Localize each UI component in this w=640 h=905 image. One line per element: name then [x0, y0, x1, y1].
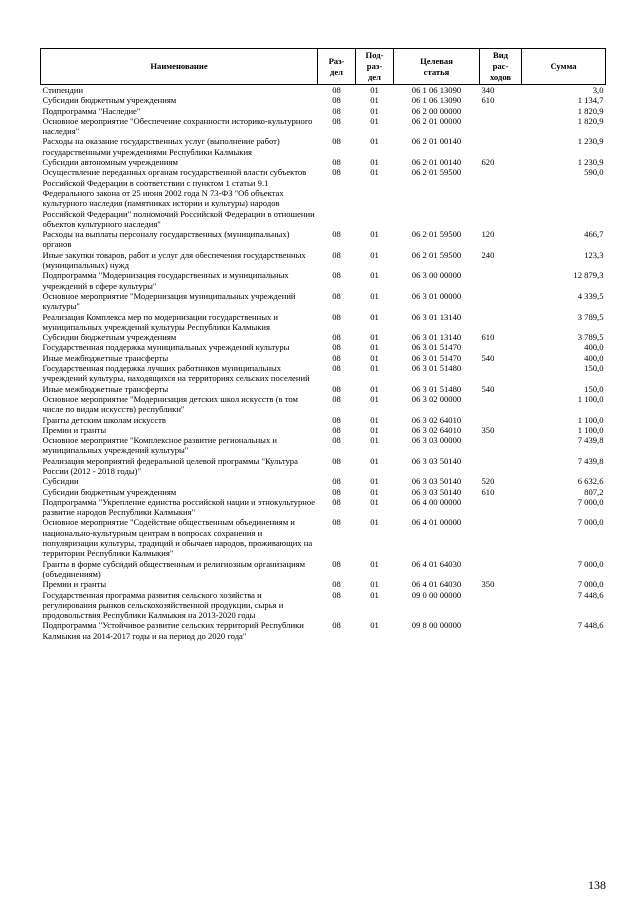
- cell-podrazdel: 01: [370, 229, 379, 240]
- table-row: [41, 497, 606, 518]
- cell-expense-type: 610: [481, 486, 495, 497]
- cell-name: Реализация Комплекса мер по модернизации государственных и муниципальных учреждений культуры Республики Калмыкия: [42, 311, 279, 332]
- cell-podrazdel: 01: [370, 270, 379, 281]
- cell-sum: 7 448,6: [577, 589, 604, 600]
- cell-podrazdel: 01: [370, 476, 379, 487]
- cell-name: Иные межбюджетные трансферты: [42, 352, 169, 363]
- cell-name: Основное мероприятие "Обеспечение сохранности историко-культурного наследия": [42, 115, 313, 137]
- cell-name: Гранты в форме субсидий общественным и религиозным организациям (объединениям): [42, 558, 306, 579]
- table-row: [41, 353, 606, 363]
- cell-expense-type: [480, 312, 522, 333]
- cell-podrazdel: 01: [370, 105, 379, 116]
- cell-razdel: 08: [332, 424, 341, 435]
- cell-expense-type: [480, 291, 522, 312]
- cell-sum: 1 100,0: [577, 424, 604, 435]
- cell-sum: 400,0: [584, 352, 604, 363]
- table-row: [41, 425, 606, 435]
- cell-razdel: 08: [332, 85, 341, 95]
- cell-name: Основное мероприятие "Модернизация детских школ искусств (в том числе по видам искусств) республики": [42, 393, 298, 415]
- cell-expense-type: 520: [481, 476, 495, 487]
- table-row: [41, 384, 606, 394]
- cell-target-article: 06 3 03 50140: [411, 476, 462, 487]
- table-row: [41, 250, 606, 271]
- cell-razdel: 08: [332, 393, 341, 404]
- cell-target-article: 06 4 01 00000: [411, 517, 462, 528]
- cell-expense-type: 610: [481, 95, 495, 106]
- cell-target-article: 06 3 03 00000: [411, 435, 462, 446]
- cell-sum: 1 820,9: [577, 115, 604, 126]
- cell-name: Гранты детским школам искусств: [42, 414, 166, 425]
- cell-razdel: 08: [332, 270, 341, 281]
- cell-target-article: 06 3 02 64010: [411, 414, 462, 425]
- budget-table: [40, 48, 606, 641]
- table-row: [41, 291, 606, 312]
- cell-name: Премии и гранты: [42, 424, 107, 435]
- table-row: [41, 157, 606, 167]
- cell-podrazdel: 01: [370, 414, 379, 425]
- cell-sum: 1 134,7: [577, 95, 604, 106]
- cell-podrazdel: 01: [370, 290, 379, 301]
- cell-razdel: 08: [332, 383, 341, 394]
- table-row: [41, 476, 606, 486]
- cell-target-article: 06 3 01 51480: [411, 383, 462, 394]
- cell-podrazdel: 01: [370, 383, 379, 394]
- cell-podrazdel: 01: [370, 249, 379, 260]
- cell-sum: 6 632,6: [577, 476, 604, 487]
- cell-target-article: 09 8 00 00000: [411, 620, 462, 631]
- cell-target-article: 06 3 01 13140: [411, 311, 462, 322]
- cell-expense-type: [480, 394, 522, 415]
- cell-target-article: 06 2 01 00140: [411, 136, 462, 147]
- cell-target-article: 06 3 01 00000: [411, 290, 462, 301]
- cell-sum: 12 879,3: [573, 270, 604, 281]
- cell-name: Субсидии бюджетным учреждениям: [42, 332, 177, 343]
- cell-name: Основное мероприятие "Содействие общественным объединениям и национально-культурным центрам в вопросах сохранения и популяризации культуры, традиций и обычаев народов, проживающих на территории Республики Калмыкия": [42, 517, 313, 559]
- cell-sum: 400,0: [584, 342, 604, 353]
- cell-expense-type: [480, 136, 522, 157]
- cell-razdel: 08: [332, 486, 341, 497]
- cell-podrazdel: 01: [370, 342, 379, 353]
- table-row: [41, 487, 606, 497]
- cell-name: Государственная поддержка лучших работников муниципальных учреждений культуры, находящихся на территориях сельских поселений: [42, 363, 310, 384]
- cell-expense-type: 620: [481, 157, 495, 168]
- table-row: [41, 394, 606, 415]
- cell-sum: 807,2: [584, 486, 604, 497]
- cell-podrazdel: 01: [370, 424, 379, 435]
- cell-sum: 1 100,0: [577, 414, 604, 425]
- cell-target-article: 06 2 01 00140: [411, 157, 462, 168]
- cell-name: Подпрограмма "Укрепление единства российской нации и этнокультурное развитие народов Республики Калмыкия": [42, 496, 316, 518]
- cell-razdel: 08: [332, 496, 341, 507]
- cell-sum: 3,0: [592, 85, 604, 95]
- cell-razdel: 08: [332, 229, 341, 240]
- table-row: [41, 167, 606, 229]
- cell-sum: 7 439,8: [577, 435, 604, 446]
- table-header-row: [41, 49, 606, 85]
- table-row: [41, 312, 606, 333]
- table-row: [41, 332, 606, 342]
- cell-name: Стипендии: [42, 85, 84, 95]
- cell-expense-type: [480, 342, 522, 352]
- cell-razdel: 08: [332, 105, 341, 116]
- cell-podrazdel: 01: [370, 455, 379, 466]
- cell-razdel: 08: [332, 363, 341, 374]
- cell-sum: 7 448,6: [577, 620, 604, 631]
- cell-podrazdel: 01: [370, 95, 379, 106]
- cell-name: Подпрограмма "Устойчивое развитие сельских территорий Республики Калмыкия на 2014-2017 годы и на период до 2020 года": [42, 620, 304, 641]
- cell-expense-type: 120: [481, 229, 495, 240]
- cell-name: Подпрограмма "Наследие": [42, 105, 141, 116]
- cell-razdel: 08: [332, 115, 341, 126]
- table-row: [41, 363, 606, 384]
- cell-sum: 1 230,9: [577, 157, 604, 168]
- cell-sum: 1 230,9: [577, 136, 604, 147]
- header-expense-type: Вид рас- ходов: [480, 49, 522, 85]
- cell-razdel: 08: [332, 157, 341, 168]
- cell-razdel: 08: [332, 249, 341, 260]
- cell-name: Субсидии автономным учреждениям: [42, 157, 178, 168]
- cell-name: Иные закупки товаров, работ и услуг для обеспечения государственных (муниципальных) нужд: [42, 249, 306, 271]
- cell-razdel: 08: [332, 589, 341, 600]
- cell-razdel: 08: [332, 517, 341, 528]
- table-row: [41, 106, 606, 116]
- header-name: Наименование: [41, 49, 318, 85]
- cell-sum: 150,0: [584, 383, 604, 394]
- table-row: [41, 85, 606, 96]
- cell-target-article: 06 3 01 13140: [411, 332, 462, 343]
- cell-expense-type: 340: [481, 85, 495, 95]
- cell-razdel: 08: [332, 332, 341, 343]
- cell-target-article: 06 1 06 13090: [411, 85, 462, 95]
- cell-target-article: 06 4 01 64030: [411, 558, 462, 569]
- cell-target-article: 06 3 02 64010: [411, 424, 462, 435]
- table-row: [41, 342, 606, 352]
- cell-podrazdel: 01: [370, 558, 379, 569]
- cell-razdel: 08: [332, 579, 341, 590]
- cell-name: Субсидии бюджетным учреждениям: [42, 95, 177, 106]
- cell-name: Расходы на выплаты персоналу государственных (муниципальных) органов: [42, 229, 290, 250]
- header-target-article: Целевая статья: [394, 49, 480, 85]
- cell-podrazdel: 01: [370, 311, 379, 322]
- cell-sum: 150,0: [584, 363, 604, 374]
- cell-sum: 7 439,8: [577, 455, 604, 466]
- cell-name: Осуществление переданных органам государственной власти субъектов Российской Федерации в соответствии с пунктом 1 статьи 9.1 Федерального закона от 25 июня 2002 года N 73-ФЗ "Об объектах культурного наследия (памятниках истории и культуры) народов Российской Федерации" полномочий Российской Федерации в отношении объектов культурного наследия": [42, 167, 315, 229]
- cell-sum: 7 000,0: [577, 517, 604, 528]
- cell-podrazdel: 01: [370, 589, 379, 600]
- cell-target-article: 06 3 03 50140: [411, 486, 462, 497]
- cell-razdel: 08: [332, 311, 341, 322]
- cell-target-article: 06 3 02 00000: [411, 393, 462, 404]
- cell-podrazdel: 01: [370, 435, 379, 446]
- cell-razdel: 08: [332, 620, 341, 631]
- cell-expense-type: [480, 456, 522, 477]
- cell-podrazdel: 01: [370, 85, 379, 95]
- cell-razdel: 08: [332, 352, 341, 363]
- cell-target-article: 06 4 00 00000: [411, 496, 462, 507]
- table-row: [41, 116, 606, 137]
- cell-target-article: 09 0 00 00000: [411, 589, 462, 600]
- cell-sum: 7 000,0: [577, 496, 604, 507]
- cell-expense-type: 350: [481, 579, 495, 590]
- table-row: [41, 620, 606, 641]
- cell-sum: 7 000,0: [577, 579, 604, 590]
- cell-expense-type: 610: [481, 332, 495, 343]
- cell-podrazdel: 01: [370, 620, 379, 631]
- cell-podrazdel: 01: [370, 393, 379, 404]
- table-row: [41, 517, 606, 558]
- cell-target-article: 06 3 00 00000: [411, 270, 462, 281]
- cell-podrazdel: 01: [370, 579, 379, 590]
- cell-expense-type: [480, 435, 522, 456]
- table-row: [41, 270, 606, 291]
- cell-target-article: 06 2 01 59500: [411, 167, 462, 178]
- cell-razdel: 08: [332, 435, 341, 446]
- cell-razdel: 08: [332, 290, 341, 301]
- cell-expense-type: [480, 106, 522, 116]
- table-row: [41, 415, 606, 425]
- cell-name: Субсидии: [42, 476, 79, 487]
- cell-expense-type: [480, 620, 522, 641]
- cell-expense-type: 240: [481, 249, 495, 260]
- cell-name: Премии и гранты: [42, 579, 107, 590]
- cell-name: Субсидии бюджетным учреждениям: [42, 486, 177, 497]
- cell-target-article: 06 1 06 13090: [411, 95, 462, 106]
- cell-sum: 7 000,0: [577, 558, 604, 569]
- cell-expense-type: 540: [481, 352, 495, 363]
- cell-sum: 1 820,9: [577, 105, 604, 116]
- cell-podrazdel: 01: [370, 167, 379, 178]
- cell-podrazdel: 01: [370, 486, 379, 497]
- cell-name: Реализация мероприятий федеральной целевой программы "Культура России (2012 - 2018 годы)": [42, 455, 298, 476]
- cell-target-article: 06 3 03 50140: [411, 455, 462, 466]
- cell-name: Основное мероприятие "Модернизация муниципальных учреждений культуры": [42, 290, 296, 312]
- cell-podrazdel: 01: [370, 115, 379, 126]
- header-razdel: Раз- дел: [318, 49, 356, 85]
- cell-podrazdel: 01: [370, 136, 379, 147]
- cell-podrazdel: 01: [370, 332, 379, 343]
- cell-razdel: 08: [332, 95, 341, 106]
- table-row: [41, 95, 606, 105]
- cell-expense-type: [480, 116, 522, 137]
- cell-expense-type: [480, 590, 522, 621]
- cell-razdel: 08: [332, 455, 341, 466]
- header-sum: Сумма: [522, 49, 606, 85]
- cell-razdel: 08: [332, 342, 341, 353]
- cell-sum: 3 789,5: [577, 311, 604, 322]
- cell-name: Основное мероприятие "Комплексное развитие региональных и муниципальных учреждений культуры": [42, 435, 277, 456]
- page-number: 138: [588, 878, 606, 892]
- cell-razdel: 08: [332, 136, 341, 147]
- table-row: [41, 590, 606, 621]
- cell-podrazdel: 01: [370, 517, 379, 528]
- cell-expense-type: [480, 363, 522, 384]
- cell-name: Иные межбюджетные трансферты: [42, 383, 169, 394]
- cell-sum: 1 100,0: [577, 393, 604, 404]
- cell-target-article: 06 3 01 51470: [411, 352, 462, 363]
- cell-expense-type: 350: [481, 424, 495, 435]
- table-row: [41, 229, 606, 250]
- cell-name: Государственная поддержка муниципальных учреждений культуры: [42, 342, 290, 353]
- table-row: [41, 456, 606, 477]
- cell-expense-type: [480, 497, 522, 518]
- cell-expense-type: [480, 517, 522, 558]
- cell-target-article: 06 2 00 00000: [411, 105, 462, 116]
- cell-sum: 590,0: [584, 167, 604, 178]
- table-row: [41, 559, 606, 580]
- cell-razdel: 08: [332, 167, 341, 178]
- cell-sum: 4 339,5: [577, 290, 604, 301]
- cell-target-article: 06 4 01 64030: [411, 579, 462, 590]
- cell-podrazdel: 01: [370, 157, 379, 168]
- cell-expense-type: [480, 415, 522, 425]
- cell-podrazdel: 01: [370, 496, 379, 507]
- cell-name: Государственная программа развития сельского хозяйства и регулирования рынков сельскохозяйственной продукции, сырья и продовольствия Республики Калмыкия на 2013-2020 годы: [42, 589, 284, 621]
- cell-target-article: 06 2 01 00000: [411, 115, 462, 126]
- cell-sum: 123,3: [584, 249, 604, 260]
- cell-sum: 466,7: [584, 229, 604, 240]
- cell-podrazdel: 01: [370, 363, 379, 374]
- cell-target-article: 06 3 01 51480: [411, 363, 462, 374]
- cell-expense-type: [480, 270, 522, 291]
- cell-razdel: 08: [332, 558, 341, 569]
- cell-target-article: 06 2 01 59500: [411, 229, 462, 240]
- cell-podrazdel: 01: [370, 352, 379, 363]
- cell-expense-type: [480, 559, 522, 580]
- cell-target-article: 06 2 01 59500: [411, 249, 462, 260]
- cell-target-article: 06 3 01 51470: [411, 342, 462, 353]
- cell-name: Расходы на оказание государственных услуг (выполнение работ) государственными учреждениями Республики Калмыкия: [42, 136, 280, 157]
- cell-sum: 3 789,5: [577, 332, 604, 343]
- header-podrazdel: Под- раз- дел: [356, 49, 394, 85]
- cell-expense-type: [480, 167, 522, 229]
- table-row: [41, 435, 606, 456]
- cell-name: Подпрограмма "Модернизация государственных и муниципальных учреждений в сфере культуры": [42, 270, 289, 291]
- table-row: [41, 136, 606, 157]
- cell-expense-type: 540: [481, 383, 495, 394]
- table-row: [41, 579, 606, 589]
- cell-razdel: 08: [332, 476, 341, 487]
- cell-razdel: 08: [332, 414, 341, 425]
